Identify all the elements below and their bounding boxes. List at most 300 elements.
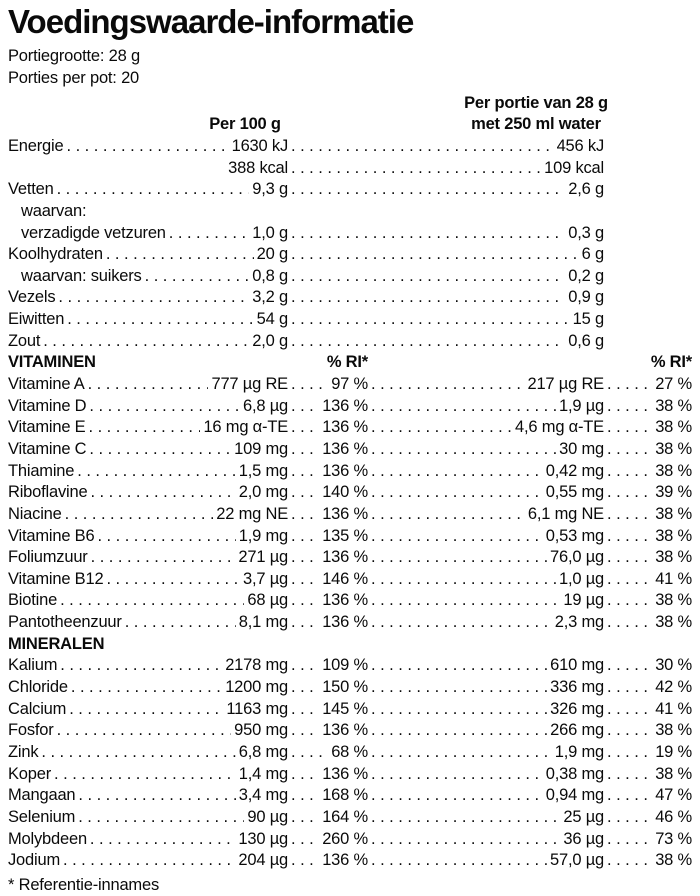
leader-dots bbox=[607, 526, 652, 548]
leader-dots bbox=[291, 223, 565, 245]
leader-dots bbox=[607, 417, 652, 439]
row-segment bbox=[8, 590, 288, 612]
row-segment bbox=[604, 223, 692, 245]
value-per-100g: 1,4 mg bbox=[238, 764, 288, 783]
ri-per-portion: 38 % bbox=[655, 591, 692, 610]
row-segment bbox=[604, 829, 692, 851]
nutrient-row bbox=[8, 526, 692, 548]
leader-dots bbox=[90, 829, 235, 851]
nutrient-label: Thiamine bbox=[8, 461, 75, 480]
nutrient-label: Foliumzuur bbox=[8, 548, 88, 567]
row-segment bbox=[8, 287, 288, 309]
leader-dots bbox=[607, 439, 652, 461]
row-segment bbox=[604, 331, 692, 353]
leader-dots bbox=[65, 504, 214, 526]
row-segment bbox=[288, 547, 368, 569]
ri-per-portion: 38 % bbox=[655, 851, 692, 870]
row-segment bbox=[288, 590, 368, 612]
row-segment bbox=[288, 612, 368, 634]
row-segment bbox=[8, 829, 288, 851]
leader-dots bbox=[89, 439, 231, 461]
row-segment bbox=[288, 742, 368, 764]
row-segment bbox=[288, 720, 368, 742]
nutrient-label: Jodium bbox=[8, 851, 60, 870]
leader-dots bbox=[607, 482, 652, 504]
leader-dots bbox=[291, 158, 541, 180]
value-per-100g: 2178 mg bbox=[225, 656, 288, 675]
row-segment bbox=[604, 309, 692, 331]
row-segment bbox=[368, 439, 604, 461]
nutrient-row bbox=[8, 287, 692, 309]
nutrient-row bbox=[8, 807, 692, 829]
nutrient-row bbox=[8, 331, 692, 353]
ri-per-portion: 38 % bbox=[655, 613, 692, 632]
nutrient-row bbox=[8, 699, 692, 721]
row-segment bbox=[8, 396, 288, 418]
nutrient-row bbox=[8, 309, 692, 331]
leader-dots bbox=[169, 223, 250, 245]
nutrient-label: Energie bbox=[8, 137, 64, 155]
nutrient-row bbox=[8, 396, 692, 418]
nutrient-label: Fosfor bbox=[8, 721, 54, 740]
value-per-portion: 36 µg bbox=[563, 829, 604, 848]
row-segment bbox=[604, 287, 692, 309]
value-per-100g: 1,9 mg bbox=[238, 526, 288, 545]
leader-dots bbox=[607, 590, 652, 612]
leader-dots bbox=[71, 677, 222, 699]
nutrient-row bbox=[8, 612, 692, 634]
row-segment bbox=[368, 655, 604, 677]
row-segment bbox=[8, 331, 288, 353]
leader-dots bbox=[607, 396, 652, 418]
value-per-portion: 0,53 mg bbox=[545, 526, 604, 545]
nutrient-row bbox=[8, 374, 692, 396]
leader-dots bbox=[607, 547, 652, 569]
leader-dots bbox=[97, 526, 235, 548]
leader-dots bbox=[607, 829, 652, 851]
col-header-per-portion bbox=[456, 93, 616, 135]
row-segment bbox=[288, 850, 368, 872]
leader-dots bbox=[66, 136, 228, 158]
section-title: VITAMINEN bbox=[8, 353, 96, 372]
leader-dots bbox=[91, 547, 236, 569]
nutrient-row bbox=[8, 223, 692, 245]
row-segment bbox=[604, 547, 692, 569]
row-segment bbox=[8, 677, 288, 699]
nutrient-row bbox=[8, 266, 692, 288]
leader-dots bbox=[78, 807, 244, 829]
ri-per-100g: 150 % bbox=[322, 678, 368, 697]
ri-per-portion: 38 % bbox=[655, 764, 692, 783]
value-per-100g: 1,5 mg bbox=[238, 461, 288, 480]
leader-dots bbox=[77, 461, 235, 483]
row-segment bbox=[288, 136, 604, 158]
value-per-100g: 3,7 µg bbox=[242, 569, 288, 588]
leader-dots bbox=[607, 677, 652, 699]
section-header-row bbox=[8, 634, 692, 656]
nutrient-row bbox=[8, 829, 692, 851]
row-segment bbox=[8, 764, 288, 786]
ri-per-100g: 136 % bbox=[322, 461, 368, 480]
leader-dots bbox=[371, 850, 547, 872]
nutrient-label: verzadigde vetzuren bbox=[21, 223, 166, 242]
leader-dots bbox=[291, 504, 319, 526]
nutrient-row bbox=[8, 742, 692, 764]
leader-dots bbox=[291, 850, 319, 872]
nutrient-row bbox=[8, 720, 692, 742]
leader-dots bbox=[291, 287, 565, 309]
ri-per-portion: 38 % bbox=[655, 439, 692, 458]
value-per-100g: 22 mg NE bbox=[216, 504, 288, 523]
row-segment bbox=[368, 396, 604, 418]
ri-per-portion: 73 % bbox=[655, 829, 692, 848]
row-segment bbox=[368, 461, 604, 483]
row-segment bbox=[604, 266, 692, 288]
nutrient-row bbox=[8, 158, 692, 180]
nutrient-row bbox=[8, 677, 692, 699]
row-segment bbox=[288, 331, 604, 353]
value-per-100g: 1,0 g bbox=[252, 223, 288, 242]
row-segment bbox=[604, 158, 692, 180]
row-segment bbox=[288, 223, 604, 245]
row-segment bbox=[288, 461, 368, 483]
row-segment bbox=[604, 244, 692, 266]
nutrient-label: Molybdeen bbox=[8, 829, 87, 848]
leader-dots bbox=[371, 461, 543, 483]
leader-dots bbox=[371, 785, 543, 807]
row-segment bbox=[8, 850, 288, 872]
row-segment bbox=[288, 699, 368, 721]
row-segment bbox=[288, 287, 604, 309]
col-header-per-portion-line1: Per portie van 28 g bbox=[464, 94, 608, 112]
leader-dots bbox=[291, 417, 319, 439]
row-segment bbox=[288, 807, 368, 829]
ri-per-portion: 38 % bbox=[655, 418, 692, 437]
nutrient-label: Vitamine B12 bbox=[8, 569, 104, 588]
row-segment bbox=[604, 417, 692, 439]
ri-per-portion: 38 % bbox=[655, 526, 692, 545]
nutrient-label: Selenium bbox=[8, 807, 76, 826]
value-per-100g: 6,8 µg bbox=[242, 396, 288, 415]
leader-dots bbox=[58, 287, 249, 309]
leader-dots bbox=[371, 482, 543, 504]
leader-dots bbox=[291, 764, 319, 786]
leader-dots bbox=[371, 720, 547, 742]
row-segment bbox=[288, 504, 368, 526]
row-segment bbox=[604, 482, 692, 504]
nutrient-row bbox=[8, 461, 692, 483]
leader-dots bbox=[90, 482, 235, 504]
row-segment bbox=[8, 634, 368, 656]
leader-dots bbox=[291, 179, 565, 201]
nutrient-label: Koper bbox=[8, 764, 52, 783]
leader-dots bbox=[607, 699, 652, 721]
nutrient-label: Niacine bbox=[8, 504, 62, 523]
value-per-portion: 456 kJ bbox=[556, 137, 604, 155]
leader-dots bbox=[607, 461, 652, 483]
leader-dots bbox=[607, 569, 652, 591]
value-per-100g: 2,0 g bbox=[252, 331, 288, 350]
value-per-portion: 0,42 mg bbox=[545, 461, 604, 480]
section-header-row bbox=[8, 352, 692, 374]
value-per-100g: 271 µg bbox=[238, 548, 288, 567]
ri-per-portion: 38 % bbox=[655, 721, 692, 740]
portions-per-jar: Porties per pot: 20 bbox=[8, 69, 140, 87]
row-segment bbox=[8, 699, 288, 721]
row-segment bbox=[8, 158, 288, 180]
leader-dots bbox=[371, 417, 512, 439]
leader-dots bbox=[60, 590, 244, 612]
leader-dots bbox=[67, 309, 253, 331]
leader-dots bbox=[41, 742, 235, 764]
nutrient-row bbox=[8, 655, 692, 677]
row-segment bbox=[604, 461, 692, 483]
row-segment bbox=[368, 526, 604, 548]
nutrient-label: Calcium bbox=[8, 699, 67, 718]
leader-dots bbox=[371, 396, 556, 418]
value-per-portion: 76,0 µg bbox=[550, 548, 604, 567]
subgroup-label: waarvan: bbox=[21, 201, 87, 220]
leader-dots bbox=[291, 309, 570, 331]
leader-dots bbox=[291, 266, 565, 288]
leader-dots bbox=[57, 179, 250, 201]
row-segment bbox=[368, 720, 604, 742]
leader-dots bbox=[371, 569, 556, 591]
nutrition-table bbox=[8, 136, 692, 872]
row-segment bbox=[604, 764, 692, 786]
row-segment bbox=[604, 677, 692, 699]
leader-dots bbox=[291, 136, 554, 158]
row-segment bbox=[368, 482, 604, 504]
row-segment bbox=[368, 699, 604, 721]
leader-dots bbox=[607, 807, 652, 829]
nutrient-label: Koolhydraten bbox=[8, 245, 103, 264]
leader-dots bbox=[291, 677, 319, 699]
ri-per-100g: 136 % bbox=[322, 613, 368, 632]
ri-per-100g: 136 % bbox=[322, 439, 368, 458]
row-segment bbox=[604, 720, 692, 742]
row-segment bbox=[288, 526, 368, 548]
value-per-portion: 4,6 mg α-TE bbox=[515, 418, 604, 437]
leader-dots bbox=[291, 807, 319, 829]
value-per-portion: 2,6 g bbox=[568, 180, 604, 199]
ri-per-100g: 136 % bbox=[322, 396, 368, 415]
row-segment bbox=[604, 374, 692, 396]
leader-dots bbox=[291, 829, 319, 851]
value-per-portion: 15 g bbox=[572, 310, 604, 329]
value-per-portion: 1,0 µg bbox=[558, 569, 604, 588]
value-per-portion: 19 µg bbox=[563, 591, 604, 610]
value-per-portion: 266 mg bbox=[550, 721, 604, 740]
leader-dots bbox=[69, 699, 223, 721]
nutrient-row bbox=[8, 850, 692, 872]
row-segment bbox=[288, 179, 604, 201]
row-segment bbox=[368, 547, 604, 569]
ri-per-100g: 68 % bbox=[331, 742, 368, 761]
ri-per-portion: 38 % bbox=[655, 396, 692, 415]
row-segment bbox=[8, 655, 288, 677]
column-headers bbox=[8, 89, 692, 136]
row-segment bbox=[288, 158, 604, 180]
row-segment bbox=[8, 482, 288, 504]
nutrient-row bbox=[8, 201, 692, 223]
leader-dots bbox=[371, 677, 547, 699]
nutrient-label: Vitamine C bbox=[8, 439, 87, 458]
leader-dots bbox=[60, 655, 222, 677]
row-segment bbox=[368, 504, 604, 526]
row-segment bbox=[8, 807, 288, 829]
nutrient-row bbox=[8, 590, 692, 612]
value-per-100g: 109 mg bbox=[234, 439, 288, 458]
footnote: * Referentie-innames bbox=[8, 875, 159, 894]
row-segment bbox=[604, 504, 692, 526]
row-segment bbox=[368, 352, 692, 374]
value-per-portion: 57,0 µg bbox=[550, 851, 604, 870]
leader-dots bbox=[607, 374, 652, 396]
leader-dots bbox=[291, 461, 319, 483]
row-segment bbox=[8, 526, 288, 548]
leader-dots bbox=[291, 331, 565, 353]
ri-per-100g: 136 % bbox=[322, 764, 368, 783]
leader-dots bbox=[607, 655, 652, 677]
ri-per-portion: 47 % bbox=[655, 786, 692, 805]
value-per-100g: 777 µg RE bbox=[211, 375, 288, 394]
value-per-portion: 6 g bbox=[581, 245, 604, 264]
row-segment bbox=[368, 742, 604, 764]
value-per-100g: 6,8 mg bbox=[238, 742, 288, 761]
nutrient-label: Zink bbox=[8, 742, 39, 761]
value-per-100g: 8,1 mg bbox=[238, 613, 288, 632]
value-per-portion: 0,6 g bbox=[568, 331, 604, 350]
leader-dots bbox=[371, 764, 543, 786]
row-segment bbox=[288, 244, 604, 266]
value-per-portion: 0,9 g bbox=[568, 288, 604, 307]
ri-per-100g: 136 % bbox=[322, 418, 368, 437]
value-per-portion: 0,55 mg bbox=[545, 483, 604, 502]
value-per-100g: 20 g bbox=[256, 245, 288, 264]
row-segment bbox=[8, 612, 288, 634]
leader-dots bbox=[291, 569, 319, 591]
nutrient-row bbox=[8, 504, 692, 526]
ri-per-100g: 136 % bbox=[322, 591, 368, 610]
value-per-100g: 3,4 mg bbox=[238, 786, 288, 805]
nutrient-row bbox=[8, 417, 692, 439]
row-segment bbox=[604, 655, 692, 677]
col-header-per-portion-line2: met 250 ml water bbox=[471, 115, 601, 133]
value-per-portion: 6,1 mg NE bbox=[527, 504, 604, 523]
value-per-portion: 610 mg bbox=[550, 656, 604, 675]
row-segment bbox=[604, 699, 692, 721]
value-per-100g: 1163 mg bbox=[226, 699, 288, 718]
row-segment bbox=[288, 417, 368, 439]
leader-dots bbox=[78, 785, 235, 807]
row-segment bbox=[368, 590, 604, 612]
row-segment bbox=[368, 417, 604, 439]
nutrient-label: Riboflavine bbox=[8, 483, 88, 502]
leader-dots bbox=[63, 850, 235, 872]
ri-column-header-per-100g: % RI* bbox=[326, 353, 368, 372]
row-segment bbox=[604, 569, 692, 591]
leader-dots bbox=[291, 590, 319, 612]
leader-dots bbox=[54, 764, 236, 786]
value-per-100g: 388 kcal bbox=[228, 158, 288, 177]
leader-dots bbox=[145, 266, 250, 288]
nutrient-label: Zout bbox=[8, 331, 41, 350]
ri-per-100g: 136 % bbox=[322, 721, 368, 740]
leader-dots bbox=[291, 699, 319, 721]
nutrient-row bbox=[8, 547, 692, 569]
ri-per-100g: 136 % bbox=[322, 851, 368, 870]
row-segment bbox=[288, 785, 368, 807]
nutrient-label: Eiwitten bbox=[8, 310, 65, 329]
leader-dots bbox=[607, 764, 652, 786]
value-per-portion: 25 µg bbox=[563, 807, 604, 826]
row-segment bbox=[8, 547, 288, 569]
row-segment bbox=[288, 829, 368, 851]
row-segment bbox=[8, 266, 288, 288]
row-segment bbox=[604, 526, 692, 548]
section-title: MINERALEN bbox=[8, 634, 105, 653]
row-segment bbox=[368, 634, 692, 656]
nutrient-label: Kalium bbox=[8, 656, 58, 675]
row-segment bbox=[368, 764, 604, 786]
nutrient-row bbox=[8, 179, 692, 201]
ri-per-100g: 146 % bbox=[322, 569, 368, 588]
nutrient-label: Pantotheenzuur bbox=[8, 613, 122, 632]
row-segment bbox=[368, 829, 604, 851]
row-segment bbox=[8, 569, 288, 591]
leader-dots bbox=[371, 504, 525, 526]
row-segment bbox=[604, 612, 692, 634]
leader-dots bbox=[371, 526, 543, 548]
row-segment bbox=[604, 179, 692, 201]
leader-dots bbox=[291, 439, 319, 461]
value-per-portion: 0,38 mg bbox=[545, 764, 604, 783]
ri-per-100g: 109 % bbox=[322, 656, 368, 675]
leader-dots bbox=[371, 742, 552, 764]
ri-per-portion: 19 % bbox=[655, 742, 692, 761]
value-per-100g: 16 mg α-TE bbox=[203, 418, 288, 437]
leader-dots bbox=[607, 850, 652, 872]
row-segment bbox=[8, 417, 288, 439]
value-per-100g: 1200 mg bbox=[225, 678, 288, 697]
leader-dots bbox=[607, 742, 652, 764]
ri-per-portion: 38 % bbox=[655, 461, 692, 480]
nutrient-row bbox=[8, 244, 692, 266]
leader-dots bbox=[291, 655, 319, 677]
leader-dots bbox=[371, 439, 556, 461]
ri-per-portion: 42 % bbox=[655, 678, 692, 697]
ri-per-portion: 46 % bbox=[655, 807, 692, 826]
value-per-100g: 3,2 g bbox=[252, 288, 288, 307]
row-segment bbox=[8, 374, 288, 396]
ri-per-portion: 27 % bbox=[655, 375, 692, 394]
row-segment bbox=[8, 439, 288, 461]
ri-per-100g: 136 % bbox=[322, 504, 368, 523]
row-segment bbox=[604, 396, 692, 418]
nutrient-label: Vitamine A bbox=[8, 375, 85, 394]
nutrient-label: Vetten bbox=[8, 180, 54, 199]
row-segment bbox=[288, 396, 368, 418]
row-segment bbox=[288, 764, 368, 786]
value-per-100g: 90 µg bbox=[247, 807, 288, 826]
leader-dots bbox=[11, 158, 225, 180]
row-segment bbox=[8, 309, 288, 331]
row-segment bbox=[8, 352, 368, 374]
leader-dots bbox=[371, 807, 560, 829]
leader-dots bbox=[89, 396, 240, 418]
nutrient-label: Vitamine D bbox=[8, 396, 87, 415]
